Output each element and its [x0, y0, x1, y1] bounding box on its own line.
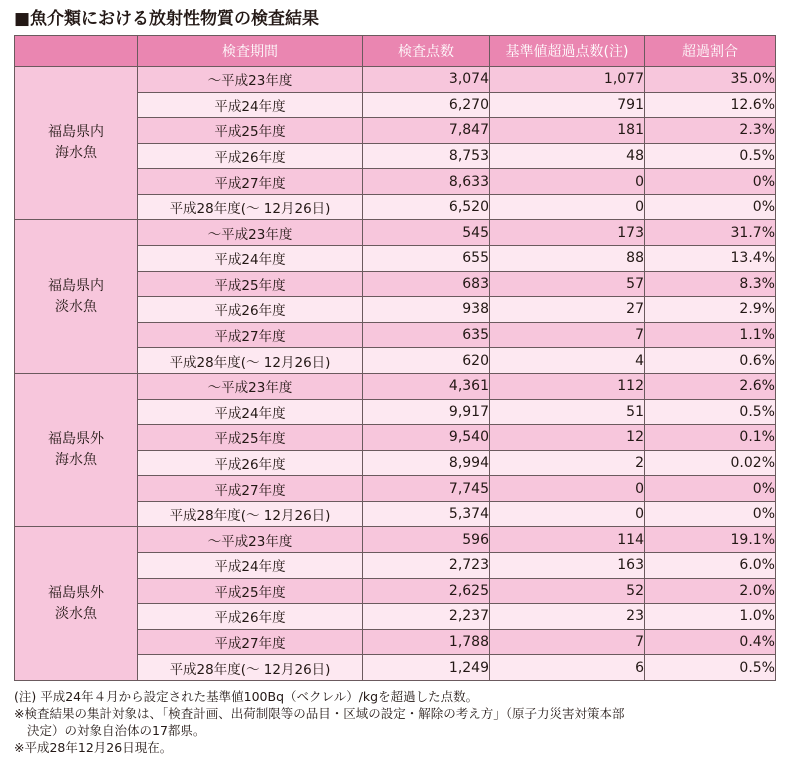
exceeded-count-cell: 114 — [490, 527, 645, 553]
period-cell: 〜平成23年度 — [138, 373, 363, 399]
tested-count-cell: 7,745 — [363, 476, 490, 502]
tested-count-cell: 9,540 — [363, 425, 490, 451]
exceed-ratio-cell: 0.5% — [645, 399, 776, 425]
period-cell: 〜平成23年度 — [138, 67, 363, 93]
exceeded-count-cell: 0 — [490, 501, 645, 527]
period-cell: 平成27年度 — [138, 169, 363, 195]
table-row — [15, 373, 776, 399]
table-header-row — [15, 36, 776, 67]
exceed-ratio-cell: 6.0% — [645, 552, 776, 578]
exceed-ratio-cell: 0% — [645, 501, 776, 527]
tested-count-cell: 2,723 — [363, 552, 490, 578]
period-cell: 平成27年度 — [138, 629, 363, 655]
exceed-ratio-cell: 2.0% — [645, 578, 776, 604]
exceeded-count-cell: 7 — [490, 629, 645, 655]
exceeded-count-cell: 6 — [490, 655, 645, 681]
table-row — [15, 220, 776, 246]
table-row — [15, 67, 776, 93]
period-cell: 平成27年度 — [138, 476, 363, 502]
tested-count-cell: 683 — [363, 271, 490, 297]
period-cell: 〜平成23年度 — [138, 220, 363, 246]
exceed-ratio-cell: 0.6% — [645, 348, 776, 374]
tested-count-cell: 620 — [363, 348, 490, 374]
exceeded-count-cell: 51 — [490, 399, 645, 425]
exceeded-count-cell: 181 — [490, 118, 645, 144]
exceed-ratio-cell: 0.4% — [645, 629, 776, 655]
exceed-ratio-cell: 0% — [645, 194, 776, 220]
exceed-ratio-cell: 2.9% — [645, 297, 776, 323]
exceed-ratio-cell: 35.0% — [645, 67, 776, 93]
exceed-ratio-cell: 1.1% — [645, 322, 776, 348]
table-row — [15, 527, 776, 553]
exceed-ratio-cell: 0.5% — [645, 655, 776, 681]
tested-count-cell: 8,753 — [363, 143, 490, 169]
exceed-ratio-cell: 0% — [645, 476, 776, 502]
tested-count-cell: 1,788 — [363, 629, 490, 655]
period-cell: 平成24年度 — [138, 92, 363, 118]
footnote-date: ※平成28年12月26日現在。 — [14, 740, 173, 755]
tested-count-cell: 655 — [363, 246, 490, 272]
tested-count-cell: 7,847 — [363, 118, 490, 144]
header-category — [15, 36, 138, 67]
exceeded-count-cell: 52 — [490, 578, 645, 604]
tested-count-cell: 4,361 — [363, 373, 490, 399]
group-label-line1: 福島県内 — [48, 277, 104, 294]
group-label-line2: 淡水魚 — [55, 298, 97, 315]
exceed-ratio-cell: 0.02% — [645, 450, 776, 476]
tested-count-cell: 596 — [363, 527, 490, 553]
exceeded-count-cell: 791 — [490, 92, 645, 118]
inspection-results-table — [14, 35, 776, 681]
exceed-ratio-cell: 0.1% — [645, 425, 776, 451]
period-cell: 平成28年度(〜 12月26日) — [138, 501, 363, 527]
exceeded-count-cell: 163 — [490, 552, 645, 578]
tested-count-cell: 545 — [363, 220, 490, 246]
group-label-line1: 福島県外 — [48, 431, 104, 448]
exceed-ratio-cell: 19.1% — [645, 527, 776, 553]
exceed-ratio-cell: 0% — [645, 169, 776, 195]
group-label-line1: 福島県外 — [48, 584, 104, 601]
period-cell: 平成24年度 — [138, 399, 363, 425]
exceed-ratio-cell: 31.7% — [645, 220, 776, 246]
tested-count-cell: 5,374 — [363, 501, 490, 527]
exceed-ratio-cell: 13.4% — [645, 246, 776, 272]
period-cell: 平成25年度 — [138, 271, 363, 297]
footnote-scope-line2: 決定）の対象自治体の17都県。 — [27, 723, 206, 738]
group-label — [15, 527, 138, 681]
exceeded-count-cell: 48 — [490, 143, 645, 169]
exceeded-count-cell: 57 — [490, 271, 645, 297]
document-title: ■魚介類における放射性物質の検査結果 — [14, 9, 320, 29]
exceed-ratio-cell: 2.3% — [645, 118, 776, 144]
table-body — [15, 67, 776, 681]
header-period: 検査期間 — [138, 36, 363, 67]
group-label — [15, 373, 138, 526]
group-label-line1: 福島県内 — [48, 124, 104, 141]
tested-count-cell: 9,917 — [363, 399, 490, 425]
exceed-ratio-cell: 0.5% — [645, 143, 776, 169]
exceed-ratio-cell: 12.6% — [645, 92, 776, 118]
exceeded-count-cell: 173 — [490, 220, 645, 246]
footnotes — [14, 688, 804, 756]
tested-count-cell: 8,994 — [363, 450, 490, 476]
tested-count-cell: 635 — [363, 322, 490, 348]
tested-count-cell: 2,237 — [363, 604, 490, 630]
exceeded-count-cell: 12 — [490, 425, 645, 451]
exceeded-count-cell: 0 — [490, 169, 645, 195]
header-tested-count: 検査点数 — [363, 36, 490, 67]
tested-count-cell: 6,270 — [363, 92, 490, 118]
exceeded-count-cell: 27 — [490, 297, 645, 323]
tested-count-cell: 1,249 — [363, 655, 490, 681]
tested-count-cell: 8,633 — [363, 169, 490, 195]
group-label-line2: 海水魚 — [55, 452, 97, 469]
footnote-scope-line1: ※検査結果の集計対象は、「検査計画、出荷制限等の品目・区域の設定・解除の考え方」（原子力災害対策本部 — [14, 706, 625, 721]
group-label — [15, 220, 138, 373]
header-exceed-ratio: 超過割合 — [645, 36, 776, 67]
footnote-standard: (注) 平成24年４月から設定された基準値100Bq（ベクレル）/kgを超過した点数。 — [14, 689, 479, 704]
exceeded-count-cell: 7 — [490, 322, 645, 348]
exceeded-count-cell: 1,077 — [490, 67, 645, 93]
period-cell: 平成24年度 — [138, 552, 363, 578]
period-cell: 平成26年度 — [138, 297, 363, 323]
exceed-ratio-cell: 2.6% — [645, 373, 776, 399]
period-cell: 平成26年度 — [138, 604, 363, 630]
tested-count-cell: 3,074 — [363, 67, 490, 93]
period-cell: 平成24年度 — [138, 246, 363, 272]
exceeded-count-cell: 2 — [490, 450, 645, 476]
tested-count-cell: 938 — [363, 297, 490, 323]
exceeded-count-cell: 4 — [490, 348, 645, 374]
period-cell: 平成26年度 — [138, 143, 363, 169]
period-cell: 平成28年度(〜 12月26日) — [138, 348, 363, 374]
period-cell: 平成26年度 — [138, 450, 363, 476]
exceed-ratio-cell: 8.3% — [645, 271, 776, 297]
exceeded-count-cell: 112 — [490, 373, 645, 399]
period-cell: 平成28年度(〜 12月26日) — [138, 655, 363, 681]
group-label-line2: 淡水魚 — [55, 605, 97, 622]
period-cell: 〜平成23年度 — [138, 527, 363, 553]
tested-count-cell: 6,520 — [363, 194, 490, 220]
period-cell: 平成27年度 — [138, 322, 363, 348]
period-cell: 平成25年度 — [138, 578, 363, 604]
tested-count-cell: 2,625 — [363, 578, 490, 604]
period-cell: 平成28年度(〜 12月26日) — [138, 194, 363, 220]
exceeded-count-cell: 88 — [490, 246, 645, 272]
period-cell: 平成25年度 — [138, 425, 363, 451]
exceeded-count-cell: 23 — [490, 604, 645, 630]
exceed-ratio-cell: 1.0% — [645, 604, 776, 630]
exceeded-count-cell: 0 — [490, 194, 645, 220]
period-cell: 平成25年度 — [138, 118, 363, 144]
exceeded-count-cell: 0 — [490, 476, 645, 502]
group-label — [15, 67, 138, 220]
group-label-line2: 海水魚 — [55, 145, 97, 162]
header-exceeded-count: 基準値超過点数(注) — [490, 36, 645, 67]
